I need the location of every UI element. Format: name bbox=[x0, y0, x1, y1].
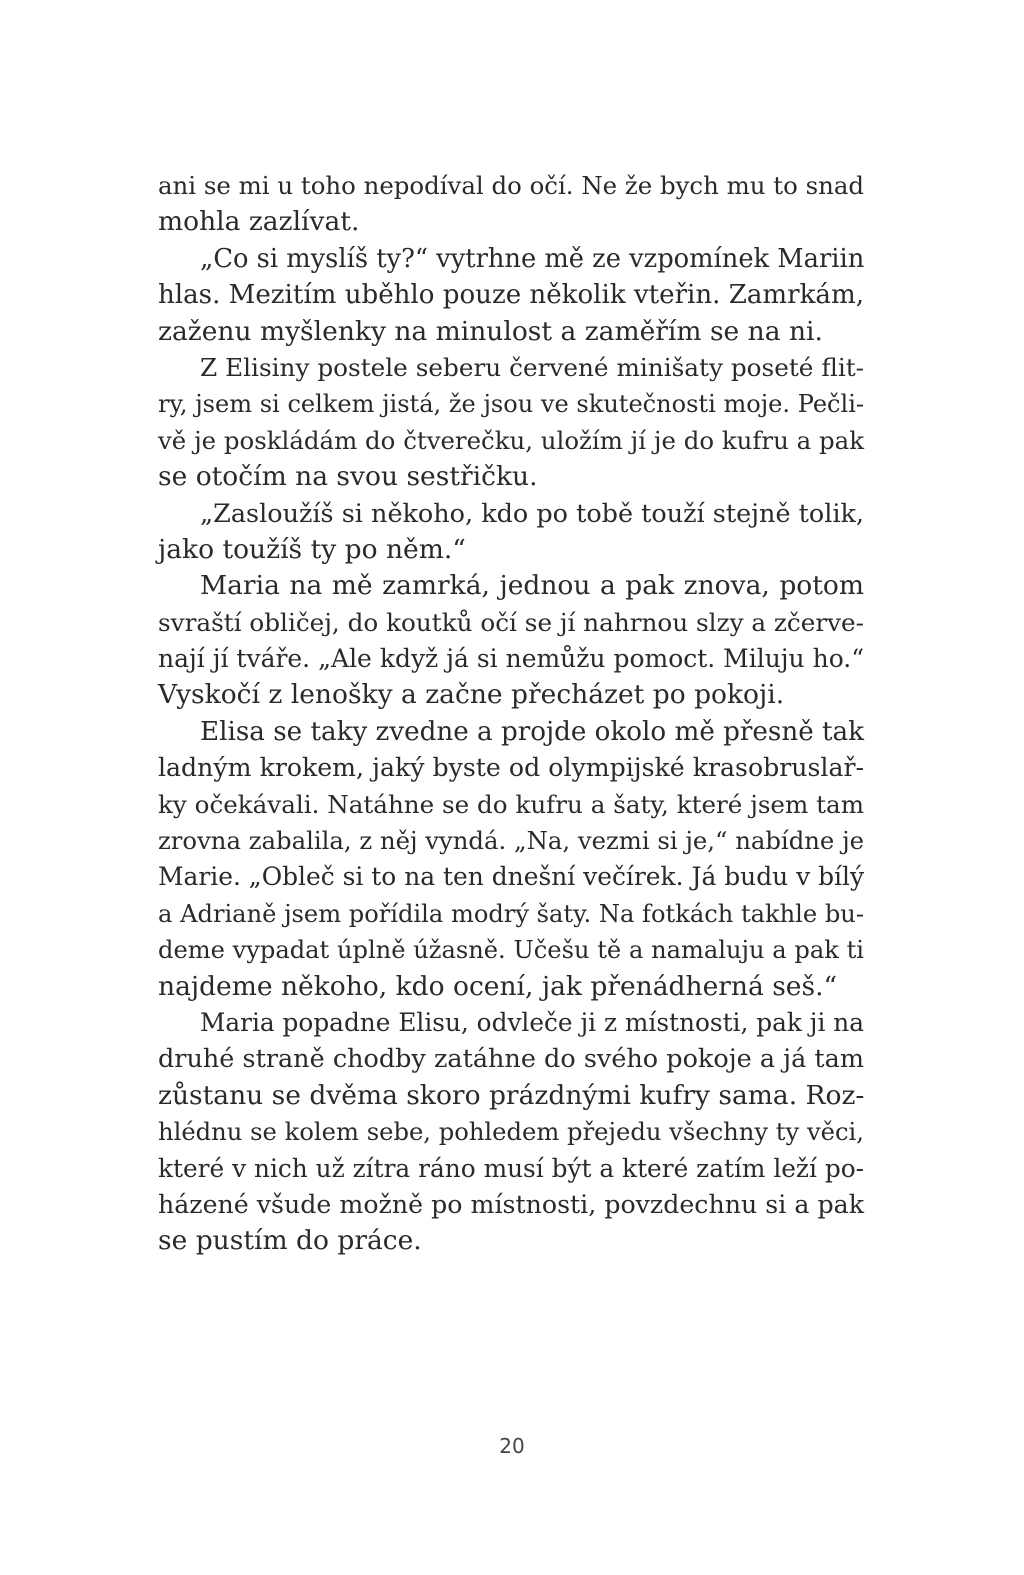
text-line: zůstanu se dvěma skoro prázdnými kufry sama. Roz- bbox=[158, 1079, 865, 1111]
paragraph bbox=[158, 1005, 864, 1260]
paragraph bbox=[158, 568, 864, 714]
paragraph bbox=[158, 350, 864, 496]
text-line: Vyskočí z lenošky a začne přecházet po pokoji. bbox=[158, 679, 785, 711]
text-line: Elisa se taky zvedne a projde okolo mě přesně tak bbox=[200, 716, 864, 747]
text-line: jako toužíš ty po něm.“ bbox=[158, 533, 466, 565]
text-line: se pustím do práce. bbox=[158, 1225, 422, 1257]
text-line: „Zasloužíš si někoho, kdo po tobě touží stejně tolik, bbox=[200, 498, 864, 529]
text-line: hlas. Mezitím uběhlo pouze několik vteřin. Zamrkám, bbox=[158, 280, 864, 311]
paragraph bbox=[158, 496, 864, 569]
text-line: svraští obličej, do koutků očí se jí nahrnou slzy a zčerve- bbox=[158, 607, 864, 637]
text-line: Marie. „Obleč si to na ten dnešní večírek. Já budu v bílý bbox=[158, 862, 865, 892]
text-line: ladným krokem, jaký byste od olympijské krasobruslař- bbox=[158, 753, 864, 783]
text-line: ry, jsem si celkem jistá, že jsou ve skutečnosti moje. Pečli- bbox=[158, 390, 864, 419]
text-line: hlédnu se kolem sebe, pohledem přejedu všechny ty věci, bbox=[158, 1118, 864, 1147]
text-line: nají jí tváře. „Ale když já si nemůžu pomoct. Miluju ho.“ bbox=[158, 644, 864, 674]
text-line: druhé straně chodby zatáhne do svého pokoje a já tam bbox=[158, 1044, 864, 1075]
text-line: Z Elisiny postele seberu červené minišaty poseté flit- bbox=[200, 352, 864, 382]
text-line: deme vypadat úplně úžasně. Učešu tě a namaluju a pak ti bbox=[158, 936, 864, 965]
text-line: Maria popadne Elisu, odvleče ji z místnosti, pak ji na bbox=[200, 1007, 864, 1037]
text-line: se otočím na svou sestřičku. bbox=[158, 461, 538, 493]
page-number: 20 bbox=[499, 1434, 525, 1458]
text-line: Maria na mě zamrká, jednou a pak znova, potom bbox=[200, 570, 864, 602]
paragraph bbox=[158, 241, 864, 350]
text-line: zaženu myšlenky na minulost a zaměřím se na ni. bbox=[158, 315, 823, 347]
text-line: „Co si myslíš ty?“ vytrhne mě ze vzpomínek Mariin bbox=[200, 243, 865, 274]
body-text bbox=[158, 168, 864, 1260]
text-line: házené všude možně po místnosti, povzdechnu si a pak bbox=[158, 1189, 864, 1219]
paragraph bbox=[158, 714, 864, 1005]
paragraph bbox=[158, 168, 864, 241]
text-line: vě je poskládám do čtverečku, uložím jí je do kufru a pak bbox=[158, 425, 864, 455]
text-line: ky očekávali. Natáhne se do kufru a šaty, které jsem tam bbox=[158, 789, 864, 819]
text-line: zrovna zabalila, z něj vyndá. „Na, vezmi si je,“ nabídne je bbox=[158, 826, 864, 856]
text-line: ani se mi u toho nepodíval do očí. Ne že bych mu to snad bbox=[158, 171, 864, 200]
text-line: najdeme někoho, kdo ocení, jak přenádherná seš.“ bbox=[158, 970, 838, 1002]
text-line: mohla zazlívat. bbox=[158, 206, 360, 238]
text-line: a Adrianě jsem pořídila modrý šaty. Na fotkách takhle bu- bbox=[158, 899, 864, 928]
text-line: které v nich už zítra ráno musí být a které zatím leží po- bbox=[158, 1153, 864, 1183]
